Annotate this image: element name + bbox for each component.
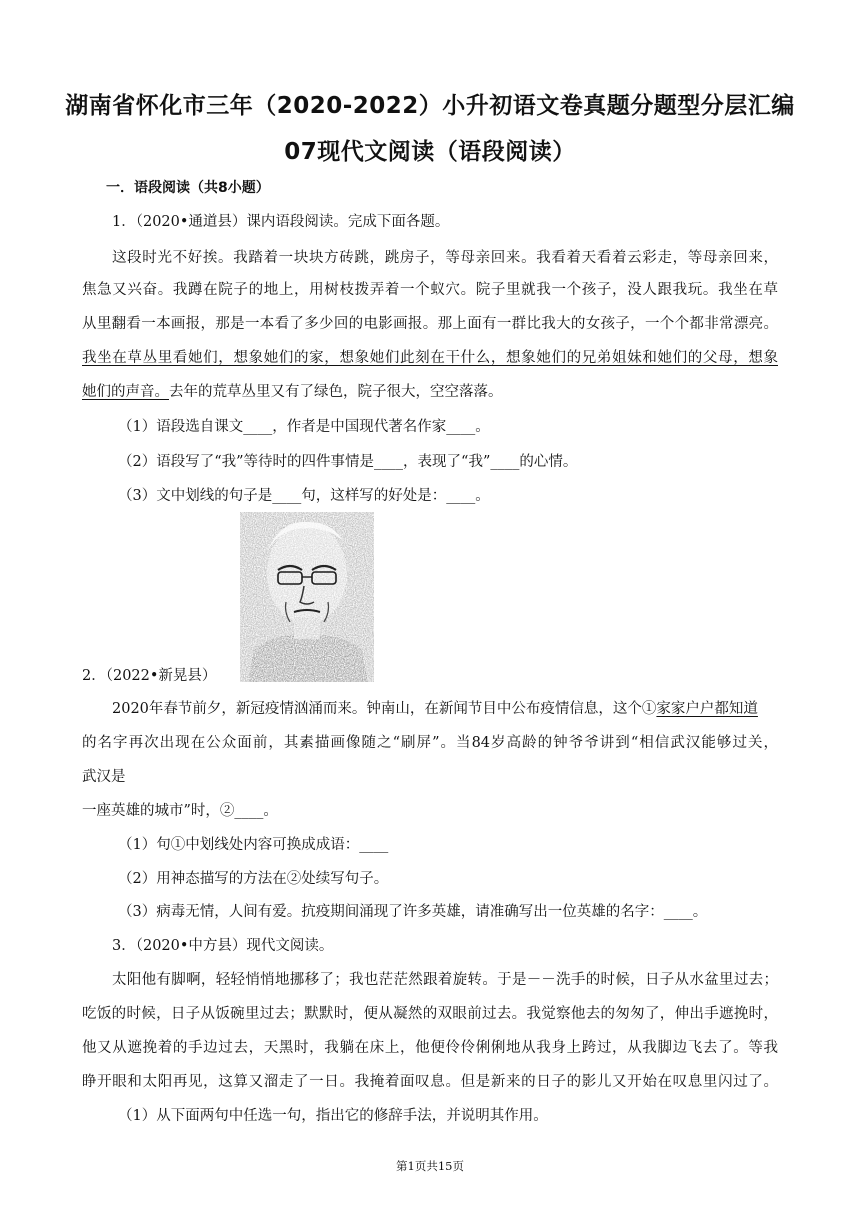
question-3-passage-line: 睁开眼和太阳再见，这算又溜走了一日。我掩着面叹息。但是新来的日子的影儿又开始在叹息里闪过了。 (82, 1074, 778, 1090)
question-1-head: 1．（2020•通道县）课内语段阅读。完成下面各题。 (112, 214, 450, 230)
document-title-line-2: 07现代文阅读（语段阅读） (284, 139, 576, 165)
question-1-sub-2: （2）语段写了“我”等待时的四件事情是____，表现了“我”____的心情。 (118, 454, 578, 470)
question-2-passage-line: 一座英雄的城市”时，②____。 (82, 803, 278, 819)
question-2-passage-line (112, 699, 758, 719)
question-2-sub-1: （1）句①中划线处内容可换成成语：____ (118, 837, 389, 853)
portrait-sketch-image (240, 512, 374, 682)
question-2-head: 2．（2022•新晃县） (82, 668, 217, 684)
question-1-sub-3: （3）文中划线的句子是____句，这样写的好处是：____。 (118, 488, 490, 504)
question-1-passage-line: 从里翻看一本画报，那是一本看了多少回的电影画报。那上面有一群比我大的女孩子，一个个都非常漂亮。 (82, 316, 778, 332)
question-1-passage-line: 焦急又兴奋。我蹲在院子的地上，用树枝拨弄着一个蚁穴。院子里就我一个孩子，没人跟我玩。我坐在草 (82, 282, 778, 298)
question-3-passage-line: 他又从遮挽着的手边过去，天黑时，我躺在床上，他便伶伶俐俐地从我身上跨过，从我脚边飞去了。等我 (82, 1040, 778, 1056)
question-1-underlined-sentence: 我坐在草丛里看她们，想象她们的家，想象她们此刻在干什么，想象她们的兄弟姐妹和她们的父母，想象 (82, 350, 778, 366)
question-2-passage-line: 武汉是 (82, 769, 126, 785)
question-1-passage-rest: 去年的荒草丛里又有了绿色，院子很大，空空落落。 (169, 384, 503, 400)
question-3-passage-line: 吃饭的时候，日子从饭碗里过去；默默时，便从凝然的双眼前过去。我觉察他去的匆匆了，伸出手遮挽时， (82, 1006, 778, 1022)
question-1-underlined-sentence-end: 她们的声音。 (82, 384, 169, 400)
question-1-sub-1: （1）语段选自课文____，作者是中国现代著名作家____。 (118, 419, 490, 435)
question-3-head: 3．（2020•中方县）现代文阅读。 (112, 938, 334, 954)
section-heading: 一．语段阅读（共8小题） (106, 180, 270, 196)
document-title-line-1: 湖南省怀化市三年（2020-2022）小升初语文卷真题分题型分层汇编 (65, 93, 795, 119)
question-2-underlined-phrase: 家家户户都知道 (656, 701, 758, 717)
question-2-sub-2: （2）用神态描写的方法在②处续写句子。 (118, 871, 389, 887)
page-number-footer: 第1页共15页 (396, 1159, 464, 1173)
question-3-sub-1: （1）从下面两句中任选一句，指出它的修辞手法，并说明其作用。 (118, 1108, 548, 1124)
question-2-passage-text: 2020年春节前夕，新冠疫情汹涌而来。钟南山，在新闻节目中公布疫情信息，这个① (112, 701, 657, 717)
question-2-passage-line: 的名字再次出现在公众面前，其素描画像随之“刷屏”。当84岁高龄的钟爷爷讲到“相信武汉能够过关， (82, 735, 778, 751)
question-3-passage-line: 太阳他有脚啊，轻轻悄悄地挪移了；我也茫茫然跟着旋转。于是－－洗手的时候，日子从水盆里过去； (112, 972, 778, 988)
question-1-passage-line: 这段时光不好挨。我踏着一块块方砖跳，跳房子，等母亲回来。我看着天看着云彩走，等母亲回来， (112, 250, 778, 266)
question-1-passage-line (82, 382, 503, 402)
question-2-sub-3: （3）病毒无情，人间有爱。抗疫期间涌现了许多英雄，请准确写出一位英雄的名字：____。 (118, 904, 708, 920)
